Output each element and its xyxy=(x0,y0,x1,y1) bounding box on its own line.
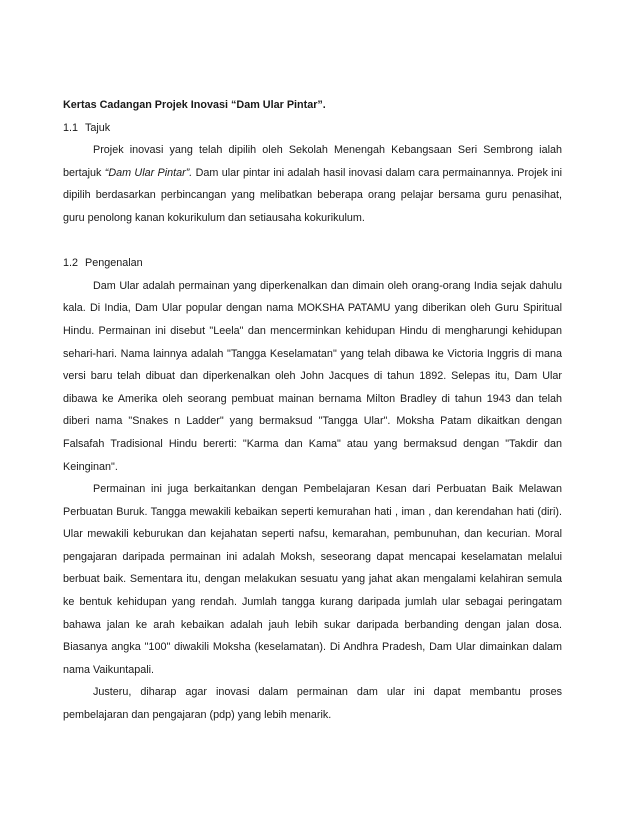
paragraph-pengenalan-3: Justeru, diharap agar inovasi dalam permainan dam ular ini dapat membantu proses pembelajaran dan pengajaran (pdp) yang lebih menarik. xyxy=(63,686,562,722)
project-name-italic: “Dam Ular Pintar”. xyxy=(104,166,193,179)
paragraph-pengenalan-1: Dam Ular adalah permainan yang diperkenalkan dan dimain oleh orang-orang India sejak dahulu kala. Di India, Dam Ular popular dengan nama MOKSHA PATAMU yang diberikan oleh Guru Spiritual Hindu. Permainan ini disebut "Leela" dan mencerminkan kehidupan Hindu di mengharungi kehidupan sehari-hari. Nama lainnya adalah "Tangga Keselamatan" yang telah dibawa ke Victoria Inggris di mana versi baru telah dibuat dan diperkenalkan oleh John Jacques di tahun 1892. Selepas itu, Dam Ular dibawa ke Amerika oleh seorang pembuat mainan bernama Milton Bradley di tahun 1943 dan telah diberi nama "Snakes n Ladder" yang bermaksud "Tangga Ular". Moksha Patam dikaitkan dengan Falsafah Tradisional Hindu bererti: "Karma dan Kama" atau yang bermaksud dengan "Takdir dan Keinginan". xyxy=(63,279,562,473)
paragraph-text: Projek inovasi yang telah dipilih oleh Sekolah Menengah Kebangsaan Seri Sembrong ialah bertajuk xyxy=(63,144,562,179)
section-heading-tajuk xyxy=(63,117,562,140)
paragraph-pengenalan-2: Permainan ini juga berkaitankan dengan Pembelajaran Kesan dari Perbuatan Baik Melawan Perbuatan Buruk. Tangga mewakili kebaikan seperti kemurahan hati , iman , dan kerendahan hati (diri). Ular mewakili keburukan dan kejahatan seperti nafsu, kemarahan, pembunuhan, dan kecurian. Moral pengajaran daripada permainan ini adalah Moksh, seseorang dapat mencapai keselamatan melalui berbuat baik. Sementara itu, dengan melakukan sesuatu yang jahat akan mengalami kelahiran semula ke bentuk kehidupan yang rendah. Jumlah tangga kurang daripada jumlah ular sebagai peringatam bahawa jalan ke arah kebaikan adalah jauh lebih sukar daripada berbanding dengan jalan dosa. Biasanya angka "100" diwakili Moksha (keselamatan). Di Andhra Pradesh, Dam Ular dimainkan dalam nama Vaikuntapali. xyxy=(63,483,562,676)
paragraph-tajuk xyxy=(63,139,562,229)
section-number: 1.1 xyxy=(63,121,79,134)
section-heading-label: Tajuk xyxy=(85,121,111,134)
section-heading-label: Pengenalan xyxy=(85,257,143,270)
paragraph-text: Dam ular pintar ini adalah hasil inovasi dalam cara permainannya. Projek ini dipilih berdasarkan perbincangan yang melibatkan beberapa orang pelajar bersama guru penasihat, guru penolong kanan kokurikulum dan setiausaha kokurikulum. xyxy=(63,166,562,224)
section-number: 1.2 xyxy=(63,257,79,270)
section-spacer xyxy=(63,230,562,253)
document-title: Kertas Cadangan Projek Inovasi “Dam Ular Pintar”. xyxy=(63,99,326,111)
section-heading-pengenalan xyxy=(63,252,562,275)
